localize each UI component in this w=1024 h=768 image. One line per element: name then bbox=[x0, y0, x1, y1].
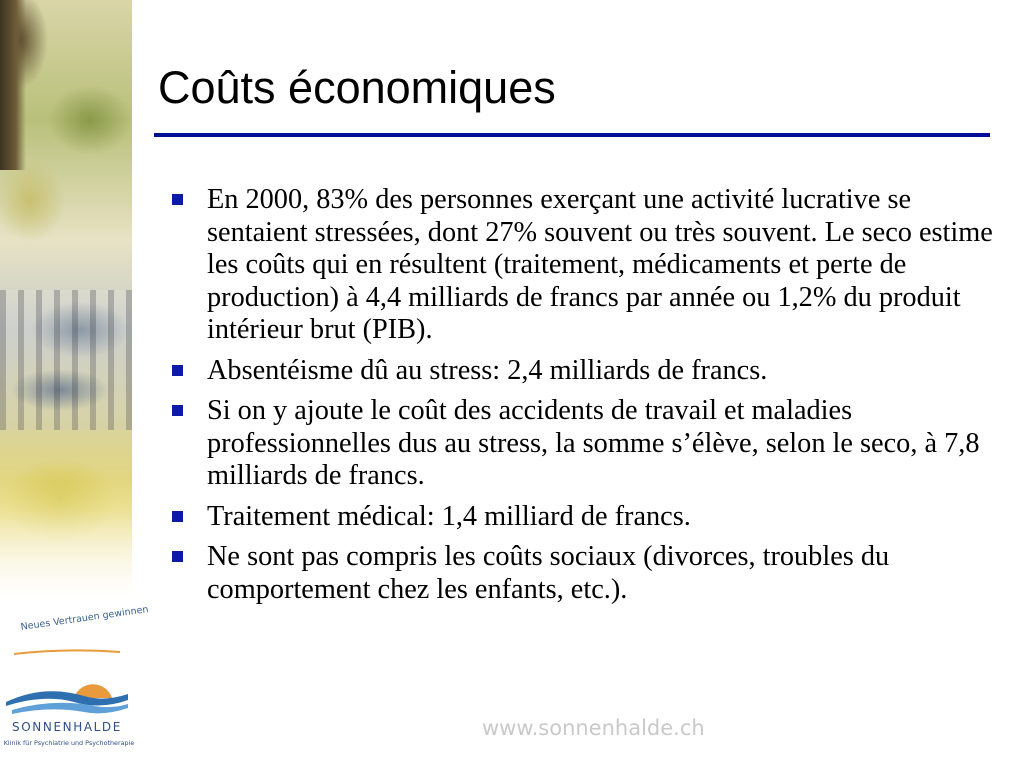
square-bullet-icon bbox=[172, 511, 183, 522]
bullet-text: Si on y ajoute le coût des accidents de travail et maladies professionnelles dus au stress, la somme s’élève, selon le seco, à 7,8 milliards de francs. bbox=[207, 395, 980, 491]
bullet-text: En 2000, 83% des personnes exerçant une activité lucrative se sentaient stressées, dont 27% souvent ou très souvent. Le seco estime les coûts qui en résultent (traitement, médicaments et perte de production) à 4,4 milliards de francs par année ou 1,2% du produit intérieur brut (PIB). bbox=[207, 184, 993, 345]
bullet-item bbox=[170, 355, 1000, 388]
photo-building-windows bbox=[0, 290, 132, 430]
bullet-item bbox=[170, 541, 1000, 606]
sonnenhalde-logo bbox=[2, 676, 135, 766]
logo-name: SONNENHALDE bbox=[12, 720, 122, 734]
square-bullet-icon bbox=[172, 194, 183, 205]
square-bullet-icon bbox=[172, 551, 183, 562]
slide-title: Coûts économiques bbox=[158, 62, 556, 113]
square-bullet-icon bbox=[172, 365, 183, 376]
title-underline bbox=[154, 133, 990, 137]
bullet-list bbox=[170, 184, 1000, 614]
slogan: Neues Vertrauen gewinnen bbox=[20, 604, 150, 633]
photo-fade bbox=[0, 480, 132, 600]
bullet-item bbox=[170, 501, 1000, 534]
decorative-side-photo bbox=[0, 0, 132, 600]
bullet-text: Ne sont pas compris les coûts sociaux (divorces, troubles du comportement chez les enfants, etc.). bbox=[207, 541, 890, 605]
logo-sun-wave-icon bbox=[4, 676, 130, 716]
bullet-text: Traitement médical: 1,4 milliard de francs. bbox=[207, 500, 691, 532]
website-url: www.sonnenhalde.ch bbox=[482, 716, 705, 740]
square-bullet-icon bbox=[172, 405, 183, 416]
bullet-text: Absentéisme dû au stress: 2,4 milliards de francs. bbox=[207, 354, 768, 386]
logo-subtitle: Klinik für Psychiatrie und Psychotherapie bbox=[3, 739, 135, 747]
bullet-item bbox=[170, 184, 1000, 347]
slogan-swoosh-icon bbox=[12, 646, 122, 656]
bullet-item bbox=[170, 395, 1000, 493]
photo-tree-trunk bbox=[0, 0, 26, 170]
